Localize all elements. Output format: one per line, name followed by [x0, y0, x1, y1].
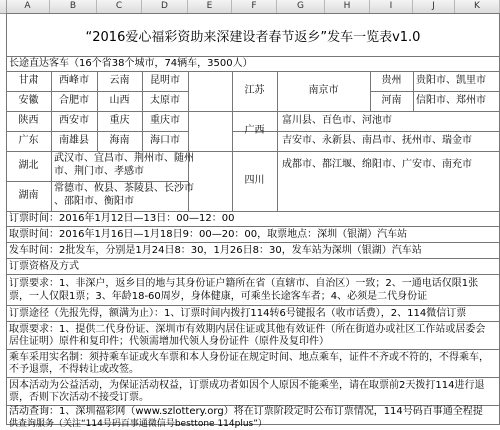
query-line1[interactable]: 活动查询：1、深圳福彩网（www.szlottery.org）将在订票阶段定时公布订票情况，114号码百事通全程提 — [9, 406, 483, 417]
city-cell[interactable]: 南京市 — [308, 85, 339, 96]
depart-time-row[interactable]: 发车时间：2批发车，分别是1月24日8：30，1月26日8：30，发车站为深圳（银湖）汽车站 — [9, 245, 422, 256]
refund-rules-line1[interactable]: 因本活动为公益活动，为保证活动权益，订票成功者如因个人原因不能乘坐，请在取票前2天拨打114进行退 — [9, 380, 485, 391]
column-header-a[interactable]: A — [6, 0, 50, 13]
column-header-h[interactable]: H — [325, 0, 370, 13]
order-channel-row[interactable]: 订票途径（先报先得，额满为止）：1、订票时间内拨打114转6号键报名（收市话费），2、114微信订票 — [9, 308, 467, 319]
order-time-row[interactable]: 订票时间：2016年1月12日—13日：00—12：00 — [9, 213, 235, 224]
province-sichuan[interactable]: 四川 — [244, 175, 265, 186]
province-anhui[interactable]: 安徽 — [18, 95, 39, 106]
city-cell[interactable]: 吉安市、永新县、南昌市、抚州市、瑞金市 — [282, 135, 472, 146]
province-yunnan[interactable]: 云南 — [109, 75, 130, 86]
column-header-c[interactable]: C — [97, 0, 142, 13]
city-cell[interactable]: 海口市 — [150, 135, 180, 146]
city-cell[interactable]: 南雄县 — [59, 135, 89, 146]
province-shanxi[interactable]: 山西 — [109, 95, 130, 106]
province-shaanxi[interactable]: 陕西 — [18, 115, 39, 126]
province-chongqing[interactable]: 重庆 — [109, 115, 130, 126]
city-cell[interactable]: 昆明市 — [150, 75, 180, 86]
province-henan[interactable]: 河南 — [381, 95, 402, 106]
hubei-cities-line1[interactable]: 武汉市、宜昌市、荆州市、随州 — [54, 153, 194, 164]
pickup-requirements-line1[interactable]: 取票要求：1、提供二代身份证、深圳市有效期内居住证或其他有效证件（所在街道办或社区工作站或居委会 — [9, 324, 486, 335]
province-jiangsu[interactable]: 江苏 — [244, 85, 265, 96]
sheet-grid — [6, 13, 500, 429]
column-header-d[interactable]: D — [142, 0, 188, 13]
province-guangdong[interactable]: 广东 — [18, 135, 39, 146]
column-header-j[interactable]: J — [413, 0, 455, 13]
requirements-line1[interactable]: 订票要求：1、非深户，返乡目的地与其身份证户籍所在省（直辖市、自治区）一致；2、一通电话仅限1张 — [9, 278, 479, 289]
province-hainan[interactable]: 海南 — [109, 135, 130, 146]
city-cell[interactable]: 西峰市 — [59, 75, 89, 86]
city-cell[interactable]: 重庆市 — [150, 115, 180, 126]
page-title[interactable]: “2016爱心福彩资助来深建设者春节返乡”发车一览表v1.0 — [85, 30, 421, 45]
qualification-header[interactable]: 订票资格及方式 — [9, 261, 79, 272]
province-hunan[interactable]: 湖南 — [18, 190, 39, 201]
column-header-k[interactable]: K — [455, 0, 500, 13]
hunan-cities-line1[interactable]: 常德市、攸县、茶陵县、长沙市 — [54, 183, 194, 194]
ride-rules-line2[interactable]: 不予退票，不得转让或改签。 — [9, 364, 139, 375]
section-header-buses[interactable]: 长途直达客车（16个省38个城市，74辆车，3500人） — [9, 58, 253, 69]
province-hubei[interactable]: 湖北 — [18, 160, 39, 171]
requirements-line2[interactable]: 票，一人仅限1票；3、年龄18-60周岁，身体健康，可乘坐长途客车者；4、必须是二代身份证 — [9, 291, 428, 302]
column-header-i[interactable]: I — [370, 0, 413, 13]
city-cell[interactable]: 信阳市、郑州市 — [416, 95, 486, 106]
pickup-time-row[interactable]: 取票时间：2016年1月16日—1月18日9：00—20：00，取票地点：深圳（银湖）汽车站 — [9, 229, 408, 240]
city-cell[interactable]: 成都市、都江堰、绵阳市、广安市、南充市 — [282, 159, 472, 170]
hubei-cities-line2[interactable]: 市、荆门市、孝感市 — [54, 166, 144, 177]
column-header-e[interactable]: E — [188, 0, 232, 13]
refund-rules-line2[interactable]: 票，否则下次活动不接受订票。 — [9, 392, 149, 403]
hunan-cities-line2[interactable]: 、邵阳市、衡阳市 — [54, 196, 134, 207]
column-header-bar — [0, 0, 500, 14]
column-header-g[interactable]: G — [277, 0, 325, 13]
city-cell[interactable]: 合肥市 — [59, 95, 89, 106]
pickup-requirements-line2[interactable]: 居住证明）原件和复印件；代领需增加代领人身份证件（原件及复印件） — [9, 336, 329, 347]
city-cell[interactable]: 西安市 — [59, 115, 89, 126]
city-cell[interactable]: 太原市 — [150, 95, 180, 106]
ride-rules-line1[interactable]: 乘车采用实名制：须持乘车证或火车票和本人身份证在规定时间、地点乘车，证件不齐或不符的，不得乘车， — [9, 352, 489, 363]
city-cell[interactable]: 富川县、百色市、河池市 — [282, 115, 392, 126]
province-guangxi[interactable]: 广西 — [244, 125, 265, 136]
province-gansu[interactable]: 甘肃 — [18, 75, 39, 86]
column-header-f[interactable]: F — [232, 0, 277, 13]
query-line2[interactable]: 供查询服务（关注“114号码百事通微信号besttone 114plus”） — [9, 419, 267, 429]
province-guizhou[interactable]: 贵州 — [381, 75, 402, 86]
column-header-b[interactable]: B — [50, 0, 97, 13]
city-cell[interactable]: 贵阳市、凯里市 — [416, 75, 486, 86]
